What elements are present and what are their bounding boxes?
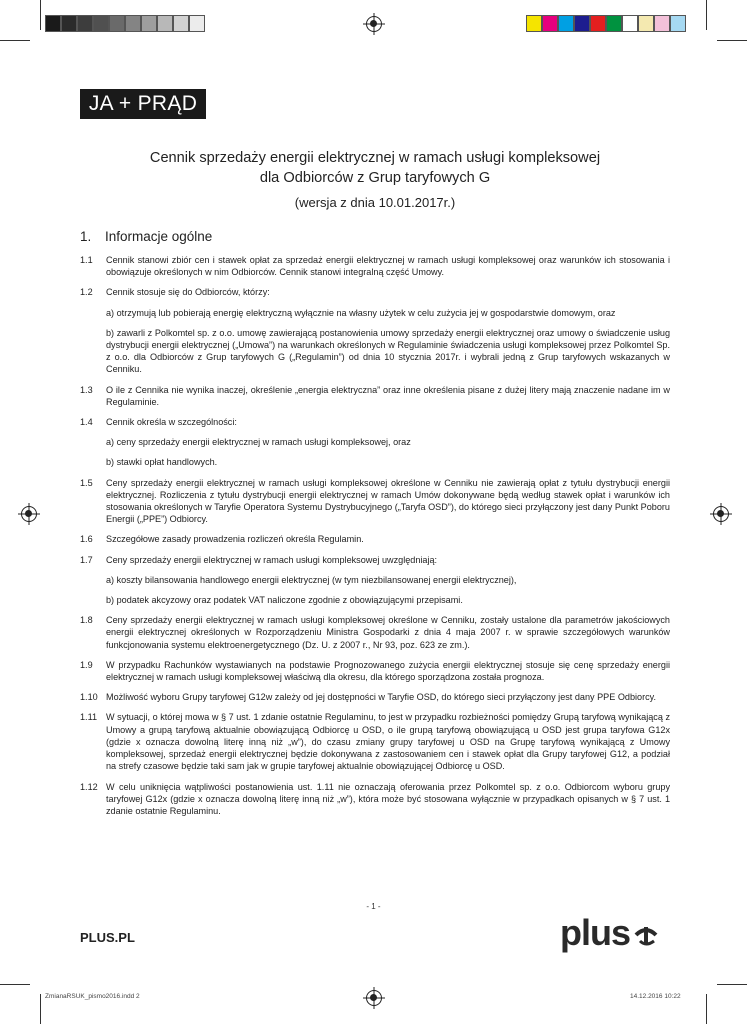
clause-item xyxy=(80,691,670,703)
clause-text: W celu uniknięcia wątpliwości postanowienia ust. 1.11 nie oznaczają oferowania przez Polkomtel sp. z o.o. Odbiorcom wyboru grupy taryfowej G12x (gdzie x oznacza dowolną literę inną niż „w”), która może być stosowana wyłącznie w przypadkach opisanych w § 7 ust. 1 zdanie ostatnie Regulaminu. xyxy=(106,781,670,816)
clause-text: W sytuacji, o której mowa w § 7 ust. 1 zdanie ostatnie Regulaminu, to jest w przypadku rozbieżności pomiędzy Grupą taryfową wynikającą z Umowy a grupą taryfową aktualnie obowiązującą Odbiorcę u OSD, o ile grupą taryfową obowiązującą u OSD jest grupa taryfowa G12x (gdzie x oznacza dowolną literę inną niż „w”), do czasu zmiany grupy taryfowej u OSD na Grupę taryfową wynikającą z Umowy kompleksowej, sprzedaż energii elektrycznej będzie dokonywana z zastosowaniem cen i stawek opłat dla Grupy taryfowej G12, a podział na strefy czasowe będzie taki sam jak w grupie taryfowej aktualnie obowiązującej Odbiorcę u OSD. xyxy=(106,712,670,772)
crop-mark xyxy=(706,0,707,30)
plus-logo-text: plus xyxy=(560,912,631,953)
color-bar-right-swatch xyxy=(606,15,622,32)
crop-mark xyxy=(0,984,30,985)
color-bar-right-swatch xyxy=(574,15,590,32)
crop-mark xyxy=(40,0,41,30)
document-title-line2: dla Odbiorców z Grup taryfowych G xyxy=(259,170,491,186)
clause-text: Cennik stanowi zbiór cen i stawek opłat za sprzedaż energii elektrycznej w ramach usługi kompleksowej oraz warunków ich stosowania i obowiązuje określonych w nim Odbiorców. Cennik stanowi integralną część Umowy. xyxy=(106,255,670,278)
clause-item xyxy=(80,614,670,651)
color-bar-right-swatch xyxy=(654,15,670,32)
registration-mark-icon xyxy=(366,16,382,32)
color-bar-left-swatch xyxy=(125,15,141,32)
clause-text: Cennik określa w szczególności: xyxy=(106,417,237,428)
color-bar-right xyxy=(526,15,686,32)
clause-subitem: b) stawki opłat handlowych. xyxy=(106,457,218,468)
clause-subitem: a) koszty bilansowania handlowego energii elektrycznej (w tym niezbilansowanej energii elektrycznej), xyxy=(106,574,517,585)
clause-item xyxy=(80,554,670,566)
clause-text: Możliwość wyboru Grupy taryfowej G12w zależy od jej dostępności w Taryfie OSD, do którego sieci przyłączony jest dany PPE Odbiorcy. xyxy=(106,692,657,703)
color-bar-right-swatch xyxy=(526,15,542,32)
print-file-name: ZmianaRSUK_pismo2016.indd 2 xyxy=(45,993,140,1000)
crop-mark xyxy=(706,994,707,1024)
color-bar-left-swatch xyxy=(157,15,173,32)
plus-logo xyxy=(560,912,660,954)
crop-mark xyxy=(0,40,30,41)
clause-number: 1.11 xyxy=(80,712,98,723)
clause-number: 1.7 xyxy=(80,554,93,565)
color-bar-left-swatch xyxy=(189,15,205,32)
color-bar-left-swatch xyxy=(141,15,157,32)
section-heading xyxy=(80,229,212,244)
color-bar-left-swatch xyxy=(109,15,125,32)
clause-text: Ceny sprzedaży energii elektrycznej w ramach usługi kompleksowej określone w Cenniku nie zawierają opłat z tytułu dystrybucji energii elektrycznej. Rozliczenia z tytułu dystrybucji energii elektrycznej w ramach Umów dokonywane będą według stawek opłat i warunków ich stosowania określonych w Taryfie Operatora Systemu Dystrybucyjnego („Taryfa OSD”), do którego sieci przyłączony jest dany Punkt Poboru Energii („PPE”) Odbiorcy. xyxy=(106,477,670,525)
plus-swirl-icon xyxy=(632,921,660,949)
clause-subitem: a) ceny sprzedaży energii elektrycznej w ramach usługi kompleksowej, oraz xyxy=(106,437,411,448)
clause-item xyxy=(80,384,670,408)
crop-mark xyxy=(40,994,41,1024)
website-label: PLUS.PL xyxy=(80,930,135,945)
crop-mark xyxy=(717,984,747,985)
color-bar-left xyxy=(45,15,205,32)
registration-mark-icon xyxy=(21,506,37,522)
color-bar-right-swatch xyxy=(670,15,686,32)
clause-text: Cennik stosuje się do Odbiorców, którzy: xyxy=(106,287,270,298)
clause-item xyxy=(80,711,670,772)
clause-number: 1.2 xyxy=(80,287,93,298)
clause-item xyxy=(80,533,670,545)
clause-item xyxy=(80,659,670,683)
color-bar-right-swatch xyxy=(638,15,654,32)
clause-text: Ceny sprzedaży energii elektrycznej w ramach usługi kompleksowej określone w Cenniku, zostały ustalone dla parametrów jakościowych energii elektrycznej określonych w Rozporządzeniu Ministra Gospodarki z dnia 4 maja 2007 r. w sprawie szczegółowych warunków funkcjonowania systemu elektroenergetycznego (Dz. U. z 2007 r., Nr 93, poz. 623 ze zm.). xyxy=(106,615,670,650)
clause-item xyxy=(80,254,670,278)
color-bar-left-swatch xyxy=(93,15,109,32)
clause-item xyxy=(80,477,670,526)
clause-number: 1.5 xyxy=(80,477,93,488)
color-bar-left-swatch xyxy=(61,15,77,32)
clause-subitem: b) podatek akcyzowy oraz podatek VAT naliczone zgodnie z obowiązującymi przepisami. xyxy=(106,595,463,606)
clause-number: 1.3 xyxy=(80,384,93,395)
clause-text: Ceny sprzedaży energii elektrycznej w ramach usługi kompleksowej uwzględniają: xyxy=(106,554,438,565)
document-title-line1: Cennik sprzedaży energii elektrycznej w ramach usługi kompleksowej xyxy=(149,150,601,166)
clause-item xyxy=(80,416,670,428)
clause-number: 1.10 xyxy=(80,692,98,703)
clause-number: 1.12 xyxy=(80,781,98,792)
page-number: - 1 - xyxy=(366,902,381,911)
color-bar-left-swatch xyxy=(77,15,93,32)
clause-number: 1.6 xyxy=(80,534,93,545)
print-timestamp: 14.12.2016 10:22 xyxy=(630,993,681,1000)
clause-number: 1.8 xyxy=(80,615,93,626)
clause-number: 1.9 xyxy=(80,659,93,670)
clause-subitem: b) zawarli z Polkomtel sp. z o.o. umowę zawierającą postanowienia umowy sprzedaży energii elektrycznej oraz umowy o świadczenie usług dystrybucji energii elektrycznej („Umowa”) na warunkach określonych w Regulaminie świadczenia usługi kompleksowej przez Polkomtel Sp. z o.o. dla Odbiorców z Grup taryfowych G („Regulamin”) od dnia 10 stycznia 2017r. i wybrali jedną z Grup taryfowych wskazanych w Cenniku. xyxy=(106,327,670,375)
registration-mark-icon xyxy=(713,506,729,522)
document-version: (wersja z dnia 10.01.2017r.) xyxy=(294,195,456,210)
crop-mark xyxy=(717,40,747,41)
clause-item xyxy=(80,781,670,818)
document-body xyxy=(80,254,670,825)
section-number: 1. xyxy=(80,229,92,244)
clause-number: 1.4 xyxy=(80,417,93,428)
registration-mark-icon xyxy=(366,990,382,1006)
brand-label: JA + PRĄD xyxy=(80,89,206,119)
color-bar-left-swatch xyxy=(45,15,61,32)
clause-subitem: a) otrzymują lub pobierają energię elektryczną wyłącznie na własny użytek w celu zużycia jej w gospodarstwie domowym, oraz xyxy=(106,307,616,318)
color-bar-right-swatch xyxy=(542,15,558,32)
color-bar-right-swatch xyxy=(622,15,638,32)
clause-text: Szczegółowe zasady prowadzenia rozliczeń określa Regulamin. xyxy=(106,534,364,545)
clause-number: 1.1 xyxy=(80,255,93,265)
section-title: Informacje ogólne xyxy=(105,229,213,244)
clause-text: W przypadku Rachunków wystawianych na podstawie Prognozowanego zużycia energii elektrycznej stosuje się cenę sprzedaży energii elektrycznej w ramach usługi kompleksowej właściwą dla okresu, dla którego sporządzona została prognoza. xyxy=(106,659,670,683)
clause-text: O ile z Cennika nie wynika inaczej, określenie „energia elektryczna” oraz inne określenia pisane z dużej litery mają znaczenie nadane im w Regulaminie. xyxy=(106,384,670,407)
color-bar-left-swatch xyxy=(173,15,189,32)
color-bar-right-swatch xyxy=(558,15,574,32)
clause-item xyxy=(80,286,670,298)
color-bar-right-swatch xyxy=(590,15,606,32)
